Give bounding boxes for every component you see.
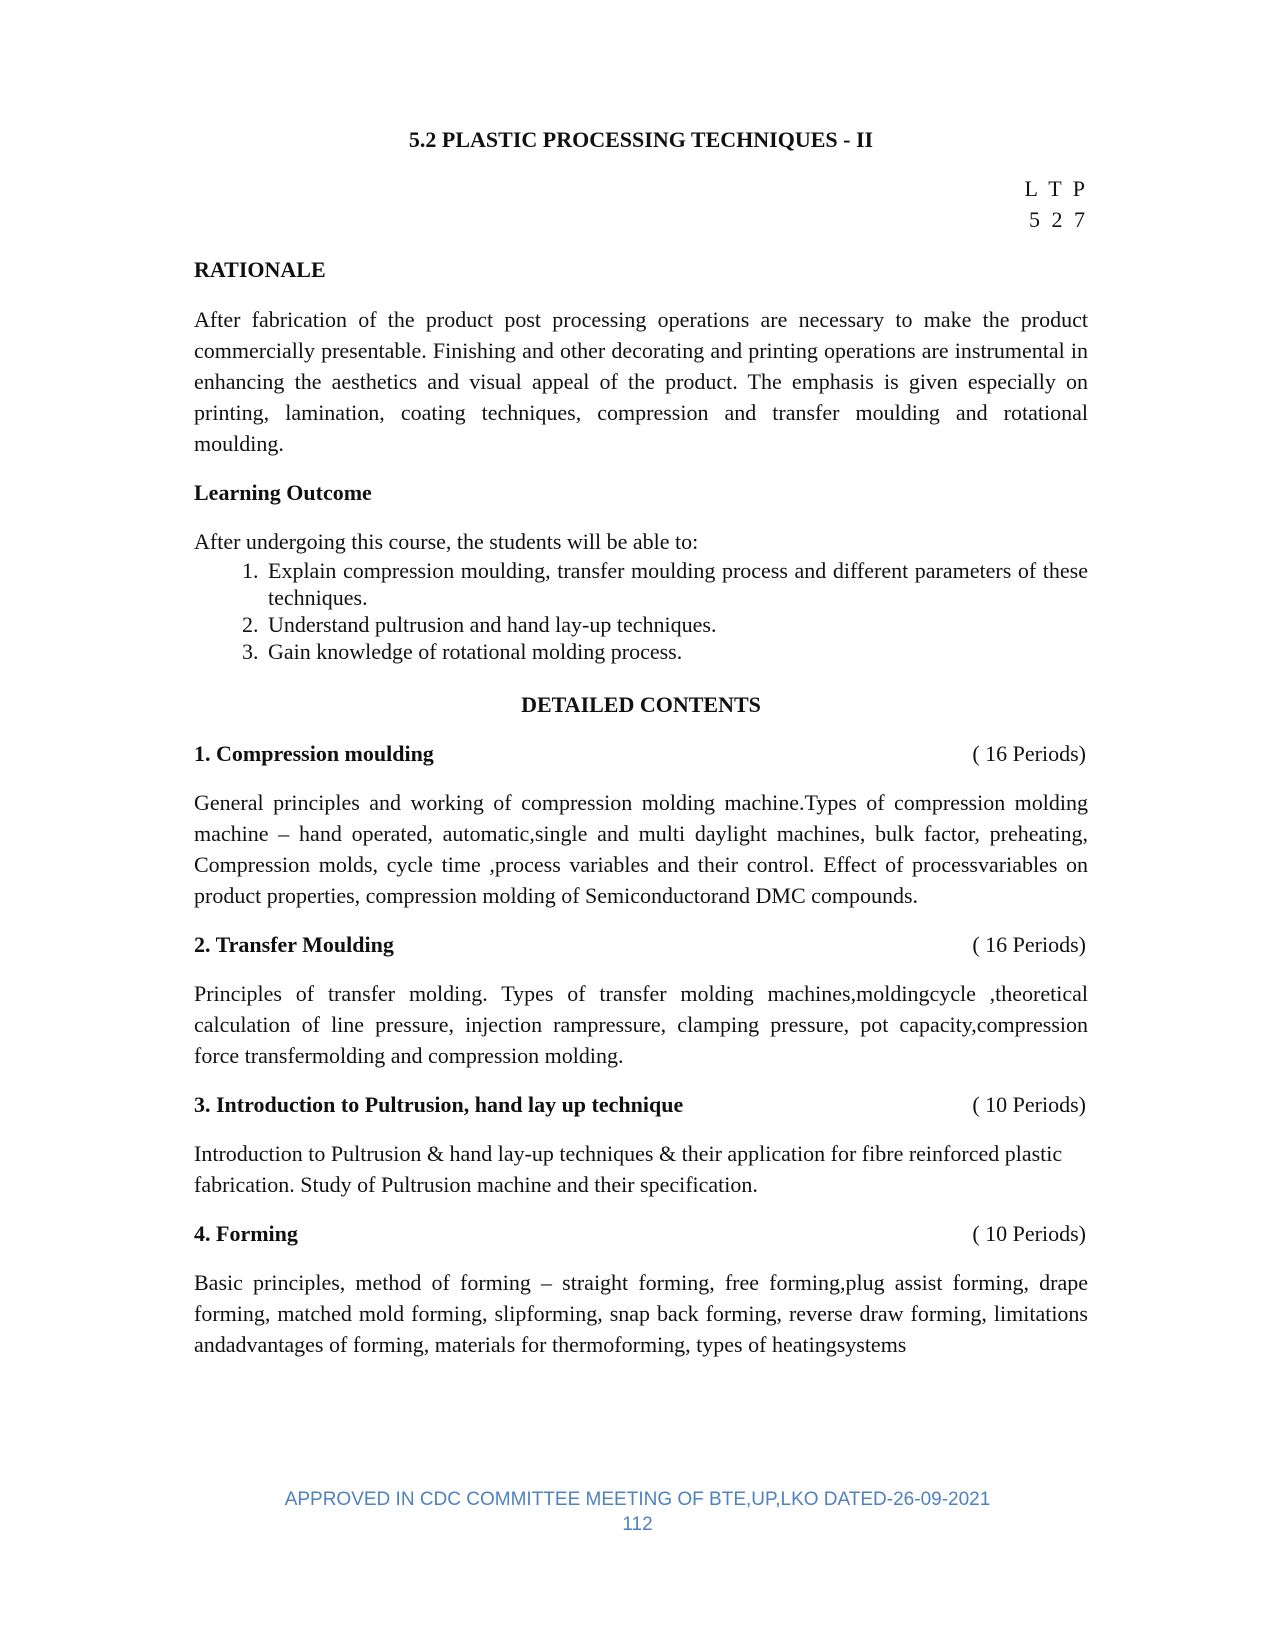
- unit-header-4: [194, 1218, 1088, 1249]
- unit-body: General principles and working of compression molding machine.Types of compression molding machine – hand operated, automatic,single and multi daylight machines, bulk factor, preheating, Compression molds, cycle time ,process variables and their control. Effect of processvariables on product properties, compression molding of Semiconductorand DMC compounds.: [194, 790, 1088, 908]
- list-item: 1. Explain compression moulding, transfer moulding process and different parameters of these techniques.: [264, 557, 1088, 611]
- unit-title: 4. Forming: [194, 1221, 298, 1246]
- learning-outcome-list: [194, 557, 1088, 665]
- unit-header-3: [194, 1089, 1088, 1120]
- unit-periods: ( 10 Periods): [972, 1092, 1086, 1117]
- approval-footer: APPROVED IN CDC COMMITTEE MEETING OF BTE,UP,LKO DATED-26-09-2021: [284, 1489, 991, 1510]
- unit-header-2: [194, 929, 1088, 960]
- rationale-heading: RATIONALE: [194, 257, 326, 282]
- rationale-text: After fabrication of the product post processing operations are necessary to make the product commercially presentable. Finishing and other decorating and printing operations are instrumental in enhancing the aesthetics and visual appeal of the product. The emphasis is given especially on printing, lamination, coating techniques, compression and transfer moulding and rotational moulding.: [194, 307, 1088, 456]
- learning-outcome-intro: After undergoing this course, the students will be able to:: [194, 529, 699, 554]
- ltp-block: [194, 173, 1088, 235]
- page-content: [194, 124, 1088, 1360]
- ltp-values: 5 2 7: [1029, 207, 1088, 232]
- unit-periods: ( 10 Periods): [972, 1221, 1086, 1246]
- unit-periods: ( 16 Periods): [972, 932, 1086, 957]
- unit-body: Introduction to Pultrusion & hand lay-up techniques & their application for fibre reinforced plastic fabrication. Study of Pultrusion machine and their specification.: [194, 1141, 1063, 1197]
- unit-header-1: [194, 738, 1088, 769]
- unit-title: 3. Introduction to Pultrusion, hand lay up technique: [194, 1092, 684, 1117]
- detailed-contents-heading: DETAILED CONTENTS: [521, 692, 761, 717]
- course-title: 5.2 PLASTIC PROCESSING TECHNIQUES - II: [408, 127, 874, 152]
- unit-title: 1. Compression moulding: [194, 741, 434, 766]
- unit-body: Principles of transfer molding. Types of transfer molding machines,moldingcycle ,theoretical calculation of line pressure, injection rampressure, clamping pressure, pot capacity,compression force transfermolding and compression molding.: [194, 981, 1088, 1068]
- learning-outcome-heading: Learning Outcome: [194, 480, 372, 505]
- unit-title: 2. Transfer Moulding: [194, 932, 394, 957]
- page-number: 112: [622, 1514, 653, 1535]
- unit-body: Basic principles, method of forming – straight forming, free forming,plug assist forming, drape forming, matched mold forming, slipforming, snap back forming, reverse draw forming, limitations andadvantages of forming, materials for thermoforming, types of heatingsystems: [194, 1270, 1088, 1357]
- list-item: 2. Understand pultrusion and hand lay-up techniques.: [264, 611, 1088, 638]
- unit-periods: ( 16 Periods): [972, 741, 1086, 766]
- list-item: 3. Gain knowledge of rotational molding process.: [264, 638, 1088, 665]
- ltp-labels: L T P: [1024, 176, 1088, 201]
